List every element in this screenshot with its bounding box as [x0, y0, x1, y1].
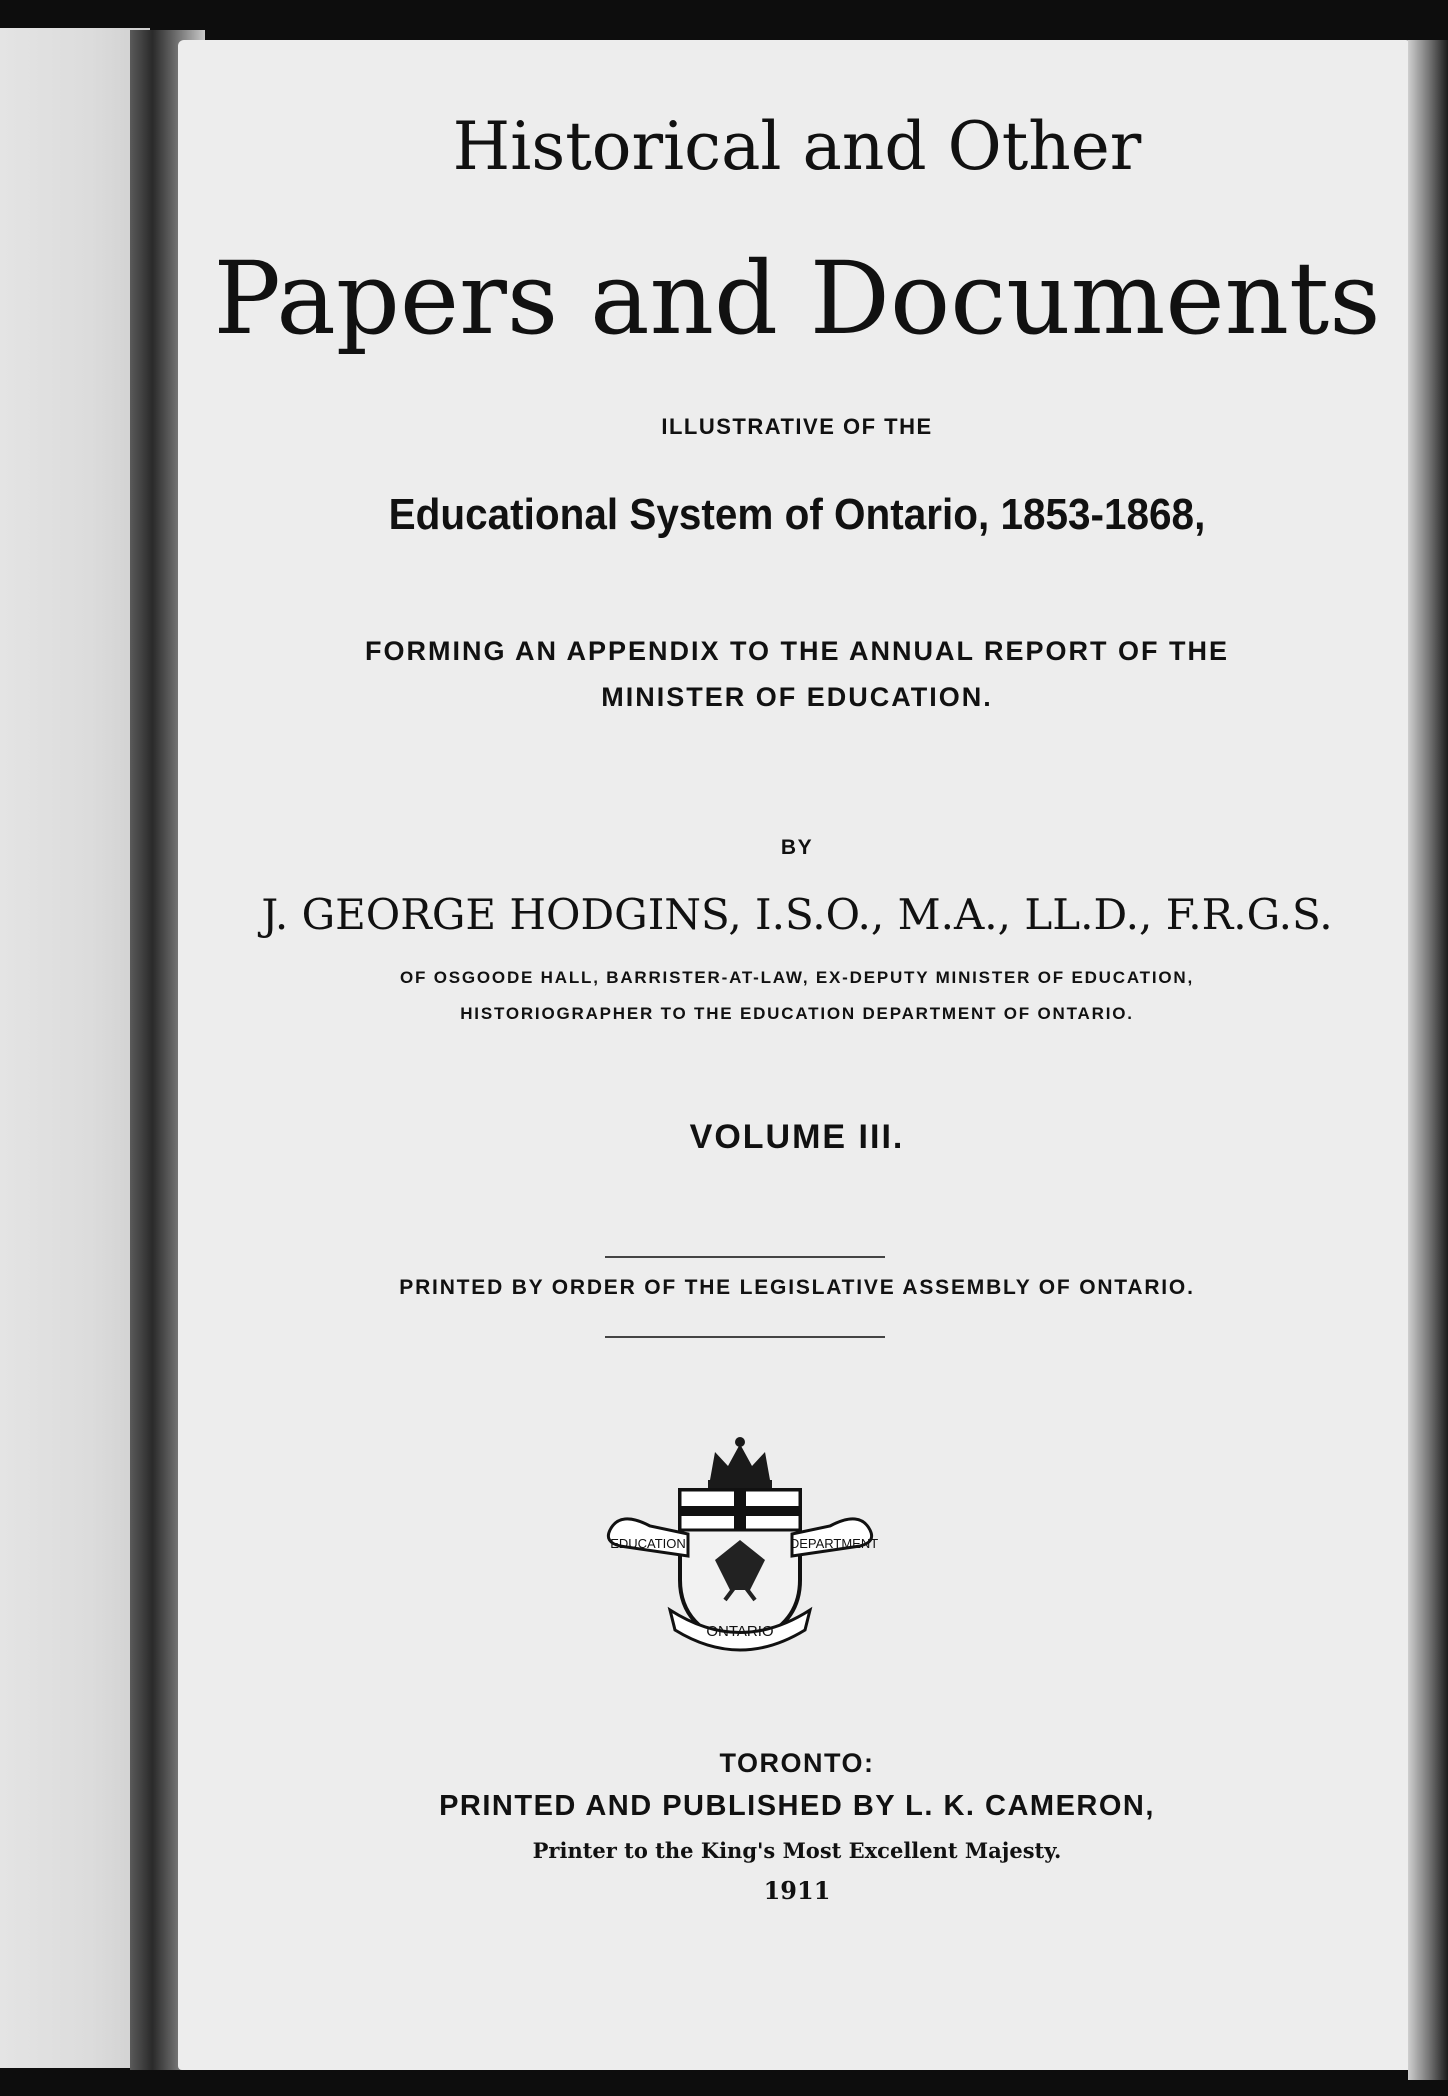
place-of-publication: TORONTO:: [719, 1748, 875, 1778]
education-department-emblem: [600, 1430, 880, 1660]
author-description-2: HISTORIOGRAPHER TO THE EDUCATION DEPARTMENT OF ONTARIO.: [460, 1004, 1134, 1023]
divider-bottom: [605, 1336, 885, 1338]
volume-number: VOLUME III.: [689, 1118, 905, 1156]
author-description-1: OF OSGOODE HALL, BARRISTER-AT-LAW, EX-DEPUTY MINISTER OF EDUCATION,: [399, 968, 1194, 987]
printer-note: Printer to the King's Most Excellent Majesty.: [532, 1838, 1062, 1863]
illustrative-line: ILLUSTRATIVE OF THE: [661, 414, 933, 439]
emblem-left-ribbon: EDUCATION: [610, 1536, 686, 1551]
publication-year: 1911: [763, 1876, 831, 1905]
appendix-line-2: MINISTER OF EDUCATION.: [601, 682, 993, 712]
crown-icon: [708, 1437, 772, 1488]
printed-by-order: PRINTED BY ORDER OF THE LEGISLATIVE ASSEMBLY OF ONTARIO.: [399, 1276, 1195, 1299]
divider-top: [605, 1256, 885, 1258]
title-line-1: Historical and Other: [452, 108, 1142, 185]
left-facing-page: [0, 28, 150, 2068]
appendix-line-1: FORMING AN APPENDIX TO THE ANNUAL REPORT OF THE: [364, 636, 1230, 666]
emblem-right-ribbon: DEPARTMENT: [789, 1536, 879, 1551]
shield-icon: [680, 1490, 800, 1645]
title-line-2: Papers and Documents: [213, 240, 1381, 357]
by-line: BY: [780, 836, 814, 859]
author-name: J. GEORGE HODGINS, I.S.O., M.A., LL.D., F.R.G.S.: [261, 890, 1333, 939]
emblem-bottom-ribbon: ONTARIO: [706, 1623, 774, 1640]
publisher-line: PRINTED AND PUBLISHED BY L. K. CAMERON,: [439, 1790, 1155, 1822]
subject-line: Educational System of Ontario, 1853-1868,: [388, 490, 1206, 539]
